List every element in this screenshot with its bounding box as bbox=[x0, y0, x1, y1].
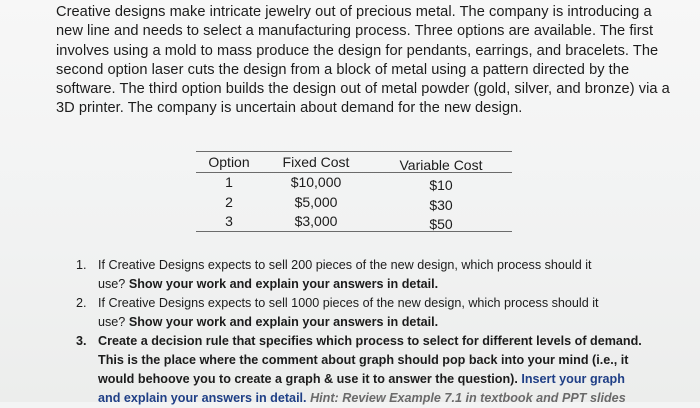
question-text-line bbox=[98, 313, 676, 332]
cell-variable-cost: $50 bbox=[429, 216, 453, 232]
question-instruction: Show your work and explain your answers in detail. bbox=[128, 277, 439, 291]
cell-option: 1 bbox=[225, 174, 233, 190]
intro-line: software. The third option builds the design out of metal powder (gold, silver, and bronze) via a bbox=[56, 81, 670, 98]
question-item bbox=[76, 256, 676, 294]
intro-line: Creative designs make intricate jewelry out of precious metal. The company is introducing a bbox=[56, 4, 652, 20]
intro-line: 3D printer. The company is uncertain about demand for the new design. bbox=[56, 100, 523, 117]
question-text: and explain your answers in detail. bbox=[98, 391, 311, 405]
header-fixed-cost: Fixed Cost bbox=[282, 154, 350, 170]
question-text: use? bbox=[98, 277, 129, 291]
question-text: This is the place where the comment about graph should pop back into your mind (i.e., it bbox=[98, 353, 629, 367]
question-text: Create a decision rule that specifies which process to select for different levels of demand. bbox=[98, 334, 642, 348]
cell-variable-cost: $30 bbox=[429, 197, 453, 213]
table-top-rule bbox=[196, 151, 512, 152]
question-number: 1. bbox=[76, 258, 87, 272]
cell-fixed-cost: $3,000 bbox=[294, 213, 338, 229]
cell-fixed-cost: $10,000 bbox=[290, 174, 342, 190]
cell-variable-cost: $10 bbox=[429, 177, 453, 193]
intro-line: new line and needs to select a manufacturing process. Three options are available. The first bbox=[56, 23, 654, 40]
question-text-line bbox=[98, 370, 676, 389]
header-variable-cost: Variable Cost bbox=[399, 157, 483, 173]
question-text-line bbox=[98, 389, 676, 408]
header-option: Option bbox=[208, 154, 250, 170]
question-instruction: Show your work and explain your answers in detail. bbox=[128, 315, 439, 329]
cell-option: 2 bbox=[225, 194, 233, 210]
cell-fixed-cost: $5,000 bbox=[294, 194, 338, 210]
question-text-line bbox=[98, 275, 676, 294]
intro-line: involves using a mold to mass produce the design for pendants, earrings, and bracelets. The bbox=[56, 42, 659, 59]
question-hint: Hint: Review Example 7.1 in textbook and PPT slides bbox=[310, 391, 626, 405]
intro-line: second option laser cuts the design from a block of metal using a pattern directed by the bbox=[56, 61, 630, 78]
question-text: would behoove you to create a graph & use it to answer the question). bbox=[98, 372, 522, 386]
question-text: If Creative Designs expects to sell 1000 pieces of the new design, which process should it bbox=[98, 296, 599, 310]
question-number: 3. bbox=[76, 334, 87, 348]
question-instruction: Insert your graph bbox=[521, 372, 625, 386]
problem-intro bbox=[56, 3, 676, 119]
question-text: use? bbox=[98, 315, 129, 329]
question-item bbox=[76, 294, 676, 332]
question-list bbox=[76, 256, 676, 408]
question-item bbox=[76, 332, 676, 408]
question-number: 2. bbox=[76, 296, 87, 310]
question-text: If Creative Designs expects to sell 200 pieces of the new design, which process should it bbox=[98, 258, 592, 272]
cell-option: 3 bbox=[225, 213, 233, 229]
cost-table bbox=[196, 150, 512, 232]
